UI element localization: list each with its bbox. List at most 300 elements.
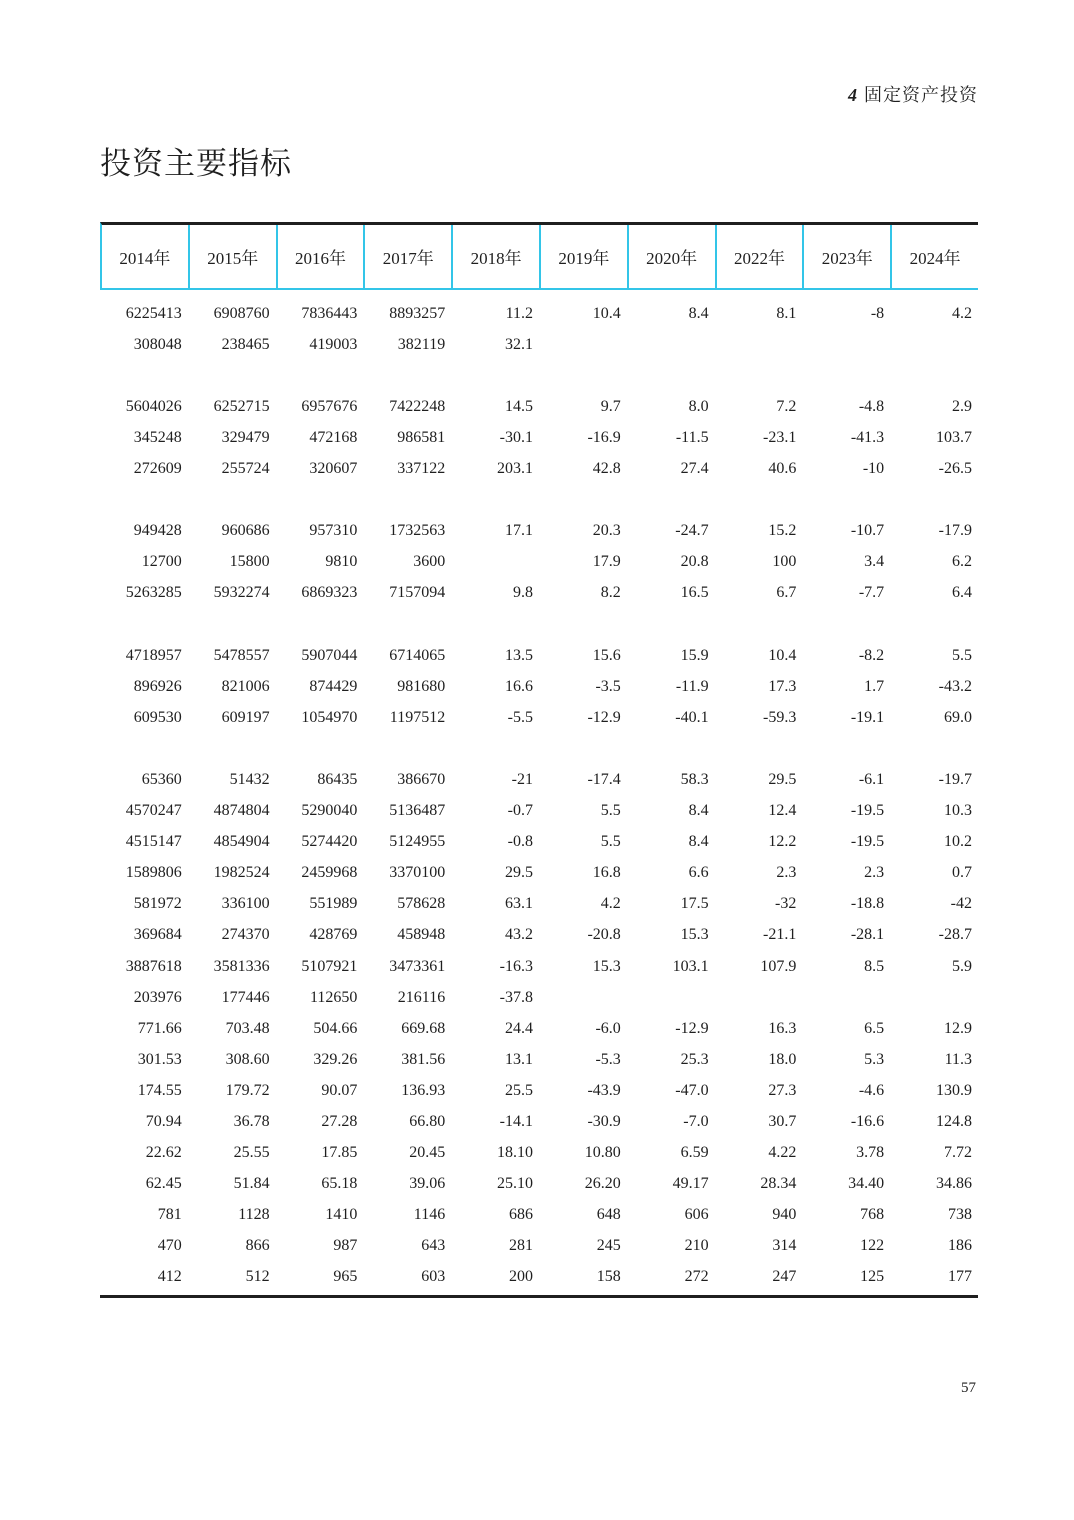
table-cell: 30.7 (768, 1112, 797, 1130)
table-cell: 8.4 (688, 833, 709, 851)
column-header: 2017年 (365, 225, 453, 288)
column-header: 2014年 (102, 225, 190, 288)
table-cell: 10.80 (584, 1144, 621, 1162)
table-cell: -30.9 (587, 1112, 621, 1130)
table-row (100, 951, 978, 982)
table-cell: -6.0 (595, 1019, 621, 1037)
table-cell: 472168 (309, 428, 358, 446)
table-cell: 63.1 (504, 895, 533, 913)
table-cell: 3581336 (213, 957, 270, 975)
table-cell: 8.4 (688, 802, 709, 820)
table-cell: 6908760 (213, 304, 270, 322)
table-cell: 107.9 (760, 957, 797, 975)
table-cell: 27.28 (321, 1112, 358, 1130)
table-spacer-row (100, 733, 978, 764)
table-cell: 9.7 (600, 397, 621, 415)
table-cell: 578628 (397, 895, 446, 913)
table-row (100, 422, 978, 453)
table-cell: 103.1 (672, 957, 709, 975)
table-cell: 866 (245, 1237, 270, 1255)
table-cell: 10.4 (768, 646, 797, 664)
table-cell: 7.72 (943, 1144, 972, 1162)
table-cell: 648 (596, 1206, 621, 1224)
table-cell: -8.2 (858, 646, 885, 664)
table-cell: 320607 (309, 460, 358, 478)
table-cell: 8.2 (600, 584, 621, 602)
table-cell: 20.3 (592, 522, 621, 540)
table-row (100, 982, 978, 1013)
table-row (100, 1044, 978, 1075)
table-cell: 6.59 (680, 1144, 709, 1162)
table-cell: 1054970 (301, 708, 358, 726)
table-cell: 6.2 (951, 553, 972, 571)
table-cell: 965 (333, 1268, 358, 1286)
table-cell: 308048 (133, 335, 182, 353)
table-cell: 3473361 (389, 957, 446, 975)
table-row (100, 453, 978, 484)
table-cell: 0.7 (951, 864, 972, 882)
table-cell: -42 (950, 895, 972, 913)
table-row (100, 1106, 978, 1137)
table-cell: 551989 (309, 895, 358, 913)
table-cell: 255724 (221, 460, 270, 478)
table-cell: 458948 (397, 926, 446, 944)
table-row (100, 1200, 978, 1231)
table-cell: 686 (508, 1206, 533, 1224)
column-header: 2022年 (717, 225, 805, 288)
table-row (100, 858, 978, 889)
table-cell: 16.8 (592, 864, 621, 882)
table-cell: -16.3 (499, 957, 533, 975)
table-row (100, 1075, 978, 1106)
table-cell: -37.8 (499, 988, 533, 1006)
table-cell: 504.66 (313, 1019, 358, 1037)
table-cell: 103.7 (935, 428, 972, 446)
table-cell: 14.5 (504, 397, 533, 415)
table-cell: 6.6 (688, 864, 709, 882)
table-cell: 4.22 (768, 1144, 797, 1162)
table-cell: 125 (860, 1268, 885, 1286)
table-cell: 70.94 (145, 1112, 182, 1130)
table-row (100, 298, 978, 329)
table-cell: 12.9 (943, 1019, 972, 1037)
column-header: 2023年 (804, 225, 892, 288)
table-cell: 5124955 (389, 833, 446, 851)
table-cell: 15.3 (680, 926, 709, 944)
table-cell: 874429 (309, 677, 358, 695)
table-row (100, 391, 978, 422)
table-cell: 42.8 (592, 460, 621, 478)
table-cell: -4.8 (858, 397, 885, 415)
table-cell: 7.2 (776, 397, 797, 415)
table-cell: 29.5 (768, 770, 797, 788)
table-cell: 8.4 (688, 304, 709, 322)
column-header: 2016年 (278, 225, 366, 288)
table-cell: 9810 (325, 553, 358, 571)
table-cell: 203.1 (496, 460, 533, 478)
table-cell: 609530 (133, 708, 182, 726)
table-cell: 314 (772, 1237, 797, 1255)
table-cell: 308.60 (225, 1050, 270, 1068)
table-cell: 1982524 (213, 864, 270, 882)
table-cell: 124.8 (935, 1112, 972, 1130)
table-cell: 5136487 (389, 802, 446, 820)
table-cell: -43.2 (938, 677, 972, 695)
table-cell: 821006 (221, 677, 270, 695)
table-cell: -8 (870, 304, 885, 322)
table-spacer-row (100, 609, 978, 640)
table-cell: 15.9 (680, 646, 709, 664)
table-cell: -41.3 (850, 428, 885, 446)
table-cell: 179.72 (225, 1081, 270, 1099)
table-cell: -40.1 (675, 708, 709, 726)
table-cell: 7836443 (301, 304, 358, 322)
table-cell: 345248 (133, 428, 182, 446)
table-cell: 15.3 (592, 957, 621, 975)
table-cell: 62.45 (145, 1175, 182, 1193)
table-cell: 65360 (141, 770, 182, 788)
chapter-number: 4 (848, 85, 857, 105)
table-cell: 17.5 (680, 895, 709, 913)
table-cell: -19.1 (850, 708, 885, 726)
table-cell: 609197 (221, 708, 270, 726)
table-cell: 986581 (397, 428, 446, 446)
table-cell: 8.1 (776, 304, 797, 322)
table-cell: 34.86 (935, 1175, 972, 1193)
table-cell: 5.5 (600, 833, 621, 851)
table-cell: 5.9 (951, 957, 972, 975)
table-cell: -20.8 (587, 926, 621, 944)
table-cell: 896926 (133, 677, 182, 695)
table-cell: 6957676 (301, 397, 358, 415)
table-header-row (100, 222, 978, 290)
table-cell: 51.84 (233, 1175, 270, 1193)
table-cell: 174.55 (137, 1081, 182, 1099)
table-cell: 949428 (133, 522, 182, 540)
table-cell: -17.9 (938, 522, 972, 540)
table-cell: 28.34 (760, 1175, 797, 1193)
table-cell: 58.3 (680, 770, 709, 788)
table-cell: 2.3 (864, 864, 885, 882)
table-cell: 957310 (309, 522, 358, 540)
table-cell: 24.4 (504, 1019, 533, 1037)
table-cell: -18.8 (850, 895, 885, 913)
table-cell: 40.6 (768, 460, 797, 478)
table-row (100, 1231, 978, 1262)
table-row (100, 578, 978, 609)
table-cell: 5.5 (951, 646, 972, 664)
column-header: 2024年 (909, 249, 961, 268)
table-cell: 16.5 (680, 584, 709, 602)
table-cell: 6252715 (213, 397, 270, 415)
table-cell: 5604026 (125, 397, 182, 415)
table-cell: -19.5 (850, 833, 885, 851)
column-header: 2018年 (453, 225, 541, 288)
table-cell: 90.07 (321, 1081, 358, 1099)
table-cell: 5932274 (213, 584, 270, 602)
table-cell: 11.3 (944, 1050, 972, 1068)
table-cell: 245 (596, 1237, 621, 1255)
table-cell: 1589806 (125, 864, 182, 882)
table-cell: 17.1 (504, 522, 533, 540)
table-cell: -30.1 (499, 428, 533, 446)
table-cell: 36.78 (233, 1112, 270, 1130)
table-cell: -23.1 (763, 428, 797, 446)
table-cell: 272 (684, 1268, 709, 1286)
table-cell: 16.3 (768, 1019, 797, 1037)
table-cell: -4.6 (858, 1081, 885, 1099)
table-cell: 382119 (397, 335, 446, 353)
table-cell: -5.3 (595, 1050, 621, 1068)
table-cell: 4570247 (125, 802, 182, 820)
table-cell: -14.1 (499, 1112, 533, 1130)
table-cell: 781 (157, 1206, 182, 1224)
table-cell: 1410 (325, 1206, 358, 1224)
table-cell: 4874804 (213, 802, 270, 820)
table-cell: 186 (947, 1237, 972, 1255)
table-cell: 5263285 (125, 584, 182, 602)
table-cell: 2.3 (776, 864, 797, 882)
table-cell: 4515147 (125, 833, 182, 851)
table-cell: -10.7 (850, 522, 885, 540)
table-cell: -19.7 (938, 770, 972, 788)
table-cell: 20.8 (680, 553, 709, 571)
table-cell: -12.9 (675, 1019, 709, 1037)
table-cell: 381.56 (401, 1050, 446, 1068)
table-cell: -28.1 (850, 926, 885, 944)
table-cell: 25.3 (680, 1050, 709, 1068)
table-cell: -0.7 (507, 802, 533, 820)
table-cell: 703.48 (225, 1019, 270, 1037)
table-cell: 69.0 (943, 708, 972, 726)
table-cell: 27.4 (680, 460, 709, 478)
table-cell: 428769 (309, 926, 358, 944)
table-cell: 5.3 (864, 1050, 885, 1068)
table-cell: 7422248 (389, 397, 446, 415)
table-cell: 25.10 (496, 1175, 533, 1193)
table-cell: 29.5 (504, 864, 533, 882)
table-cell: 412 (157, 1268, 182, 1286)
chapter-header (848, 84, 978, 106)
table-cell: 1732563 (389, 522, 446, 540)
table-cell: 51432 (229, 770, 270, 788)
table-cell: 15.6 (592, 646, 621, 664)
table-cell: -5.5 (507, 708, 533, 726)
table-cell: -21.1 (763, 926, 797, 944)
table-cell: 603 (421, 1268, 446, 1286)
table-cell: -43.9 (587, 1081, 621, 1099)
table-row (100, 920, 978, 951)
table-cell: 2.9 (951, 397, 972, 415)
table-cell: 6714065 (389, 646, 446, 664)
table-cell: -7.0 (683, 1112, 709, 1130)
table-cell: 15.2 (768, 522, 797, 540)
table-cell: 1128 (238, 1206, 270, 1224)
table-row (100, 702, 978, 733)
table-cell: 216116 (397, 988, 446, 1006)
table-cell: 17.3 (768, 677, 797, 695)
table-cell: 336100 (221, 895, 270, 913)
table-cell: 643 (421, 1237, 446, 1255)
table-cell: 987 (333, 1237, 358, 1255)
table-cell: 369684 (133, 926, 182, 944)
table-cell: 3.4 (864, 553, 885, 571)
table-cell: 39.06 (409, 1175, 446, 1193)
table-cell: -7.7 (858, 584, 885, 602)
table-cell: 301.53 (137, 1050, 182, 1068)
table-cell: 177446 (221, 988, 270, 1006)
table-cell: 6869323 (301, 584, 358, 602)
column-header: 2015年 (190, 225, 278, 288)
table-cell: 337122 (397, 460, 446, 478)
table-cell: 13.1 (504, 1050, 533, 1068)
table-cell: 6225413 (125, 304, 182, 322)
table-cell: 3370100 (389, 864, 446, 882)
table-spacer-row (100, 360, 978, 391)
table-cell: 25.55 (233, 1144, 270, 1162)
table-cell: 274370 (221, 926, 270, 944)
table-cell: 200 (508, 1268, 533, 1286)
table-cell: 5478557 (213, 646, 270, 664)
table-row (100, 329, 978, 360)
table-cell: 8893257 (389, 304, 446, 322)
table-cell: 100 (772, 553, 797, 571)
table-cell: 112650 (309, 988, 358, 1006)
table-row (100, 764, 978, 795)
table-cell: 581972 (133, 895, 182, 913)
table-cell: 329479 (221, 428, 270, 446)
table-cell: 12.4 (768, 802, 797, 820)
table-cell: 177 (947, 1268, 972, 1286)
table-cell: 10.4 (592, 304, 621, 322)
table-cell: 9.8 (512, 584, 533, 602)
table-cell: 419003 (309, 335, 358, 353)
table-row (100, 547, 978, 578)
table-cell: 669.68 (401, 1019, 446, 1037)
table-cell: 25.5 (504, 1081, 533, 1099)
table-cell: 210 (684, 1237, 709, 1255)
table-cell: 6.7 (776, 584, 797, 602)
table-cell: 203976 (133, 988, 182, 1006)
table-row (100, 889, 978, 920)
column-header: 2019年 (541, 225, 629, 288)
table-cell: 12700 (141, 553, 182, 571)
table-cell: 6.5 (864, 1019, 885, 1037)
table-cell: 329.26 (313, 1050, 358, 1068)
table-cell: 3887618 (125, 957, 182, 975)
table-row (100, 1262, 978, 1293)
page-number: 57 (961, 1380, 976, 1396)
table-cell: 22.62 (145, 1144, 182, 1162)
indicators-table (100, 222, 978, 1298)
table-cell: 16.6 (504, 677, 533, 695)
table-cell: 130.9 (935, 1081, 972, 1099)
table-cell: 32.1 (504, 335, 533, 353)
table-cell: 65.18 (321, 1175, 358, 1193)
table-cell: 238465 (221, 335, 270, 353)
table-cell: 606 (684, 1206, 709, 1224)
table-cell: 4.2 (600, 895, 621, 913)
table-cell: 1.7 (864, 677, 885, 695)
table-cell: 8.5 (864, 957, 885, 975)
table-cell: 18.10 (496, 1144, 533, 1162)
table-cell: 1197512 (389, 708, 446, 726)
table-cell: -11.5 (675, 428, 709, 446)
table-row (100, 796, 978, 827)
table-body (100, 290, 978, 1298)
table-spacer-row (100, 485, 978, 516)
table-cell: 26.20 (584, 1175, 621, 1193)
table-cell: -26.5 (938, 460, 972, 478)
table-cell: 18.0 (768, 1050, 797, 1068)
table-cell: 7157094 (389, 584, 446, 602)
table-cell: -21 (511, 770, 533, 788)
chapter-title: 固定资产投资 (864, 85, 978, 105)
table-cell: 4.2 (951, 304, 972, 322)
table-cell: 13.5 (504, 646, 533, 664)
table-cell: 12.2 (768, 833, 797, 851)
table-cell: -47.0 (675, 1081, 709, 1099)
table-cell: 771.66 (137, 1019, 182, 1037)
table-cell: 136.93 (401, 1081, 446, 1099)
table-cell: -12.9 (587, 708, 621, 726)
table-row (100, 640, 978, 671)
table-cell: 2459968 (301, 864, 358, 882)
table-cell: 11.2 (505, 304, 533, 322)
table-cell: -28.7 (938, 926, 972, 944)
table-cell: 86435 (317, 770, 358, 788)
table-cell: -6.1 (858, 770, 885, 788)
table-cell: -3.5 (595, 677, 621, 695)
table-cell: -32 (775, 895, 797, 913)
table-cell: 10.3 (943, 802, 972, 820)
table-cell: -0.8 (507, 833, 533, 851)
table-cell: 17.85 (321, 1144, 358, 1162)
table-cell: 272609 (133, 460, 182, 478)
table-cell: -17.4 (587, 770, 621, 788)
table-cell: 5274420 (301, 833, 358, 851)
table-cell: 247 (772, 1268, 797, 1286)
table-cell: 470 (157, 1237, 182, 1255)
table-cell: 66.80 (409, 1112, 446, 1130)
table-cell: 5.5 (600, 802, 621, 820)
table-cell: 6.4 (951, 584, 972, 602)
table-cell: 158 (596, 1268, 621, 1286)
table-cell: -24.7 (675, 522, 709, 540)
table-cell: 281 (508, 1237, 533, 1255)
table-cell: 3.78 (856, 1144, 885, 1162)
table-cell: 4854904 (213, 833, 270, 851)
table-row (100, 1013, 978, 1044)
column-header: 2020年 (629, 225, 717, 288)
table-cell: 4718957 (125, 646, 182, 664)
table-cell: -59.3 (763, 708, 797, 726)
table-cell: 981680 (397, 677, 446, 695)
table-cell: 960686 (221, 522, 270, 540)
table-cell: -16.9 (587, 428, 621, 446)
table-cell: 940 (772, 1206, 797, 1224)
table-cell: -16.6 (850, 1112, 885, 1130)
table-cell: 17.9 (592, 553, 621, 571)
table-row (100, 516, 978, 547)
table-cell: 5907044 (301, 646, 358, 664)
table-cell: 43.2 (504, 926, 533, 944)
table-cell: 5107921 (301, 957, 358, 975)
table-cell: 20.45 (409, 1144, 446, 1162)
table-cell: 1146 (413, 1206, 446, 1224)
table-cell: 738 (947, 1206, 972, 1224)
table-row (100, 1138, 978, 1169)
